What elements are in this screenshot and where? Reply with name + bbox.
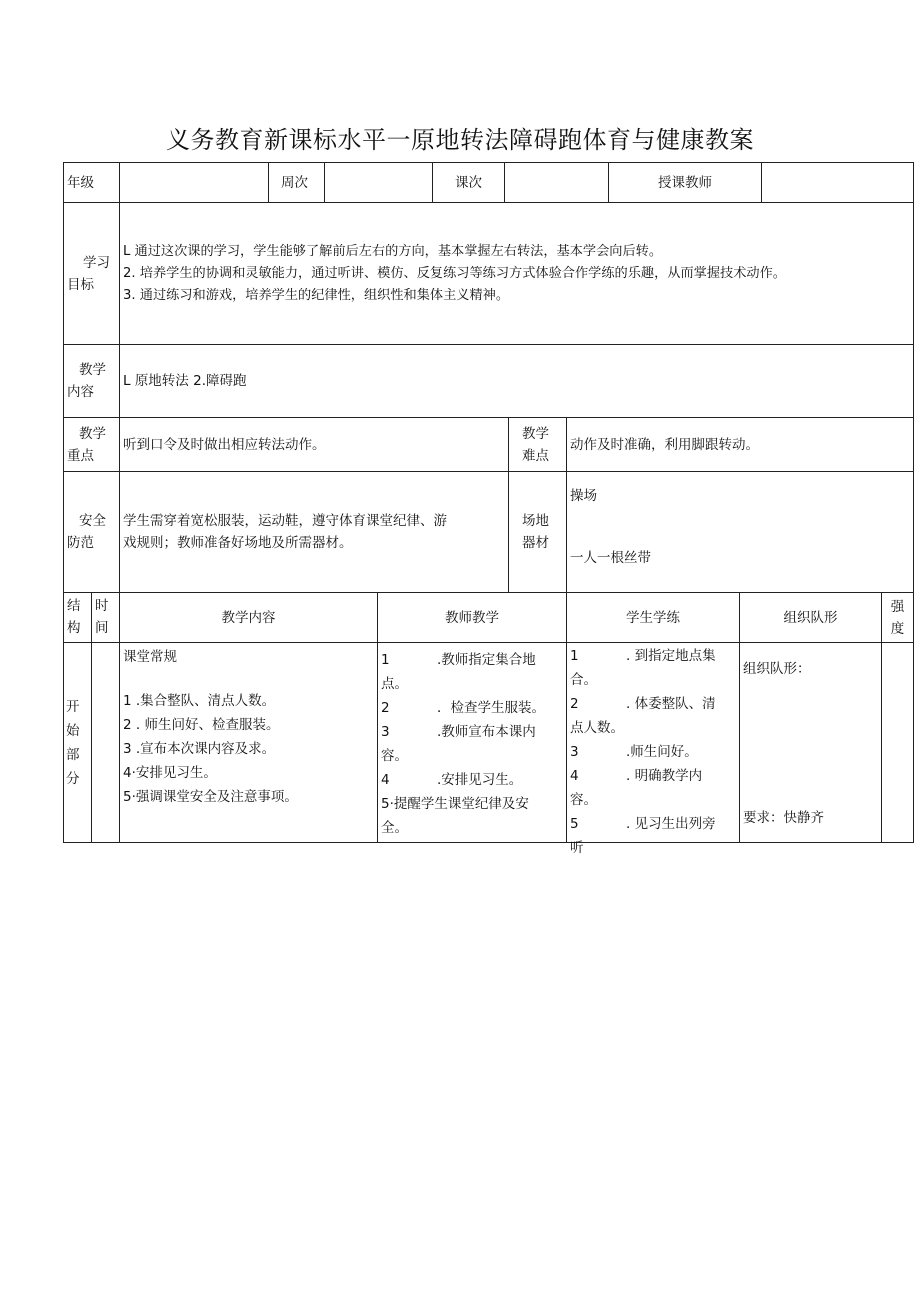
safety-value-line: 戏规则；教师准备好场地及所需器材。 [123, 535, 353, 551]
col-time-2: 间 [95, 620, 109, 636]
content-value: L 原地转法 2.障碍跑 [119, 344, 914, 418]
objective-item: 2. 培养学生的协调和灵敏能力，通过听讲、模仿、反复练习等练习方式体验合作学练的乐趣，从而掌握技术动作。 [123, 266, 786, 281]
focus-label [63, 417, 120, 472]
col-time [91, 592, 120, 643]
start-teacher [377, 642, 567, 843]
col-student: 学生学练 [566, 592, 740, 643]
teacher-item: 2 ．检查学生服装。 [381, 700, 545, 716]
objective-item: 3. 通过练习和游戏，培养学生的纪律性，组织性和集体主义精神。 [123, 288, 510, 303]
difficulty-value: 动作及时准确，利用脚跟转动。 [566, 417, 914, 472]
time-cell [91, 642, 120, 843]
start-intensity [881, 642, 914, 843]
teacher-item-cont: 全。 [381, 820, 408, 836]
lesson-label: 课次 [432, 162, 505, 203]
content-item: 4·安排见习生。 [123, 765, 217, 781]
lesson-value[interactable] [504, 162, 609, 203]
teacher-item-cont: 点。 [381, 676, 408, 692]
content-item: 3 .宣布本次课内容及求。 [123, 741, 276, 757]
difficulty-label-1: 教学 [522, 425, 549, 442]
grade-value[interactable] [119, 162, 269, 203]
formation-label: 组织队形： [743, 661, 811, 677]
col-teacher: 教师教学 [377, 592, 567, 643]
safety-value [119, 471, 509, 593]
difficulty-label [508, 417, 567, 472]
teacher-item-cont: 容。 [381, 748, 408, 764]
content-label [63, 344, 120, 418]
formation-requirement: 要求：快静齐 [743, 810, 824, 826]
week-label: 周次 [268, 162, 325, 203]
venue-equipment [566, 471, 914, 593]
student-item: 1 . 到指定地点集 [570, 648, 716, 664]
content-label-1: 教学 [79, 362, 106, 378]
start-student [566, 642, 740, 856]
teacher-item: 1 .教师指定集合地 [381, 652, 536, 668]
content-item: 1 .集合整队、清点人数。 [123, 693, 276, 709]
student-item: 2 . 体委整队、清 [570, 696, 716, 712]
difficulty-label-2: 难点 [522, 447, 549, 464]
venue-value: 操场 [570, 488, 597, 504]
objectives-label-1: 学习 [83, 254, 110, 271]
content-title: 课堂常规 [123, 649, 177, 665]
focus-label-1: 教学 [79, 425, 106, 442]
teacher-value[interactable] [761, 162, 914, 203]
student-item: 4 . 明确教学内 [570, 768, 703, 784]
teacher-item: 5·提醒学生课堂纪律及安 [381, 796, 529, 812]
objective-item: L 通过这次课的学习，学生能够了解前后左右的方向，基本掌握左右转法，基本学会向后转。 [123, 244, 663, 259]
student-item-cont: 合。 [570, 672, 597, 688]
col-intensity-2: 度 [890, 620, 905, 637]
teacher-label: 授课教师 [608, 162, 762, 203]
col-intensity [881, 592, 914, 643]
start-formation [739, 642, 882, 843]
objectives-label-2: 目标 [67, 276, 94, 293]
col-structure [63, 592, 92, 643]
col-content: 教学内容 [119, 592, 378, 643]
student-item: 5 . 见习生出列旁 [570, 816, 716, 832]
start-content [119, 642, 378, 843]
student-item-cont: 点人数。 [570, 720, 624, 736]
objectives-label [63, 202, 120, 345]
week-value[interactable] [324, 162, 433, 203]
focus-value: 听到口令及时做出相应转法动作。 [119, 417, 509, 472]
content-label-2: 内容 [67, 384, 94, 400]
col-structure-2: 构 [67, 620, 81, 636]
safety-label-1: 安全 [79, 513, 106, 529]
focus-label-2: 重点 [67, 447, 94, 464]
student-item-cont: 容。 [570, 792, 597, 808]
student-item: 3 .师生问好。 [570, 744, 698, 760]
part-char: 分 [66, 770, 80, 787]
safety-label [63, 471, 120, 593]
part-char: 部 [66, 746, 80, 763]
col-structure-1: 结 [67, 598, 81, 614]
content-item: 5·强调课堂安全及注意事项。 [123, 789, 298, 805]
safety-value-line: 学生需穿着宽松服装，运动鞋，遵守体育课堂纪律、游 [123, 513, 447, 529]
student-item-cont: 听 [570, 840, 584, 856]
venue-label-1: 场地 [522, 513, 549, 529]
teacher-item: 4 .安排见习生。 [381, 772, 523, 788]
venue-label [508, 471, 567, 593]
col-formation: 组织队形 [739, 592, 882, 643]
part-char: 开 [66, 698, 80, 715]
content-item: 2 . 师生问好、检查服装。 [123, 717, 280, 733]
grade-label: 年级 [63, 162, 120, 203]
col-time-1: 时 [95, 598, 109, 614]
part-start [63, 642, 92, 843]
page-title: 义务教育新课标水平一原地转法障碍跑体育与健康教案 [166, 126, 754, 154]
teacher-item: 3 .教师宣布本课内 [381, 724, 536, 740]
objectives-list [119, 202, 914, 345]
part-char: 始 [66, 722, 80, 739]
col-intensity-1: 强 [890, 598, 905, 615]
venue-label-2: 器材 [522, 535, 549, 551]
equipment-value: 一人一根丝带 [570, 550, 651, 566]
safety-label-2: 防范 [67, 535, 94, 551]
